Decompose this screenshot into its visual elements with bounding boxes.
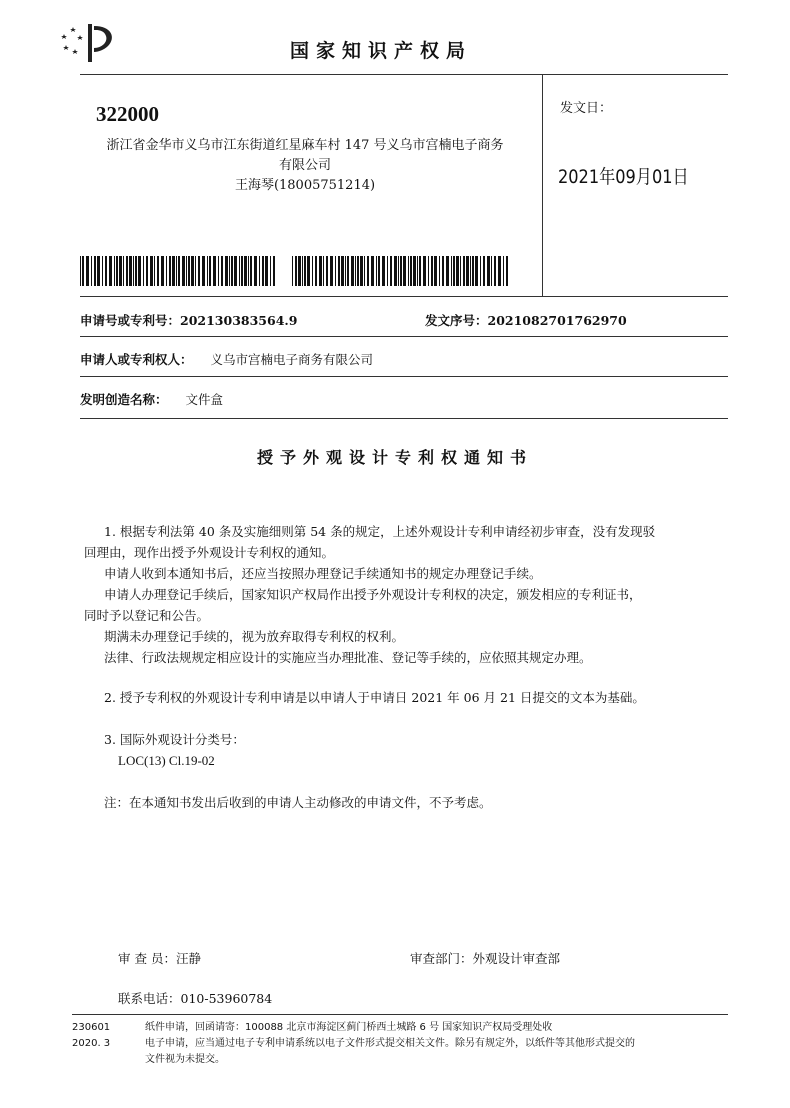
- footer-line-1: 纸件申请，回函请寄：100088 北京市海淀区蓟门桥西土城路 6 号 国家知识产权局受理处收: [145, 1022, 553, 1033]
- date-column-divider: [542, 74, 543, 296]
- examiner: 审 查 员：汪静: [118, 951, 201, 966]
- contact-phone: 联系电话：010-53960784: [118, 991, 273, 1006]
- applicant-label: 申请人或专利权人：: [80, 352, 193, 367]
- document-number: 2021082701762970: [487, 313, 627, 328]
- design-name: 文件盒: [185, 392, 224, 407]
- address-line-1: 浙江省金华市义乌市江东街道红星麻车村 147 号义乌市宫楠电子商务: [106, 138, 504, 153]
- row-divider: [80, 376, 728, 377]
- notice-paragraph-1: [84, 521, 734, 668]
- classification-value: LOC(13) Cl.19-02: [118, 753, 215, 768]
- postcode: 322000: [96, 102, 159, 126]
- barcode-icon: [80, 256, 276, 286]
- footer-line-2: 电子申请，应当通过电子专利申请系统以电子文件形式提交相关文件。除另有规定外，以纸件等其他形式提交的: [145, 1038, 635, 1049]
- recipient-contact: 王海琴(18005751214): [234, 178, 376, 193]
- document-number-label: 发文序号：: [425, 313, 488, 328]
- recipient-address: [80, 136, 530, 196]
- form-code: 230601: [72, 1022, 111, 1033]
- document-number-field: [425, 311, 627, 329]
- agency-title: 国家知识产权局: [290, 40, 473, 62]
- paragraph-line: 申请人办理登记手续后，国家知识产权局作出授予外观设计专利权的决定，颁发相应的专利证书，: [104, 587, 642, 602]
- form-version: 2020. 3: [72, 1038, 111, 1049]
- applicant-name: 义乌市宫楠电子商务有限公司: [210, 352, 374, 367]
- footer-rule: [72, 1014, 728, 1015]
- paragraph-line: 同时予以登记和公告。: [84, 608, 210, 623]
- paragraph-line: 1. 根据专利法第 40 条及实施细则第 54 条的规定，上述外观设计专利申请经初步审查，没有发现驳: [104, 524, 656, 539]
- application-number: 202130383564.9: [180, 313, 298, 328]
- notice-paragraph-2: 2. 授予专利权的外观设计专利申请是以申请人于申请日 2021 年 06 月 21 日提交的文本为基础。: [104, 690, 645, 705]
- application-number-label: 申请号或专利号：: [80, 313, 181, 328]
- examining-department: 审查部门：外观设计审查部: [410, 951, 561, 966]
- row-divider: [80, 336, 728, 337]
- paragraph-line: 申请人收到本通知书后，还应当按照办理登记手续通知书的规定办理登记手续。: [104, 566, 542, 581]
- cnipa-logo-icon: [58, 22, 120, 64]
- design-name-field: [80, 390, 223, 408]
- row-divider: [80, 296, 728, 297]
- barcode-icon: [292, 256, 508, 286]
- paragraph-line: 回理由，现作出授予外观设计专利权的通知。: [84, 545, 335, 560]
- send-date-value: 2021年09月01日: [558, 166, 689, 188]
- send-date-label: 发文日：: [560, 101, 613, 116]
- paragraph-line: 法律、行政法规规定相应设计的实施应当办理批准、登记等手续的，应依照其规定办理。: [104, 650, 592, 665]
- applicant-field: [80, 350, 373, 368]
- application-number-field: [80, 311, 297, 329]
- address-line-2: 有限公司: [278, 158, 331, 173]
- classification-label: 3. 国际外观设计分类号：: [104, 732, 245, 747]
- notice-title: 授予外观设计专利权通知书: [256, 448, 533, 467]
- design-name-label: 发明创造名称：: [80, 392, 168, 407]
- top-rule: [80, 74, 728, 75]
- paragraph-line: 期满未办理登记手续的，视为放弃取得专利权的权利。: [104, 629, 405, 644]
- row-divider: [80, 418, 728, 419]
- footer-line-3: 文件视为未提交。: [145, 1054, 225, 1065]
- notice-note: 注：在本通知书发出后收到的申请人主动修改的申请文件，不予考虑。: [104, 795, 492, 810]
